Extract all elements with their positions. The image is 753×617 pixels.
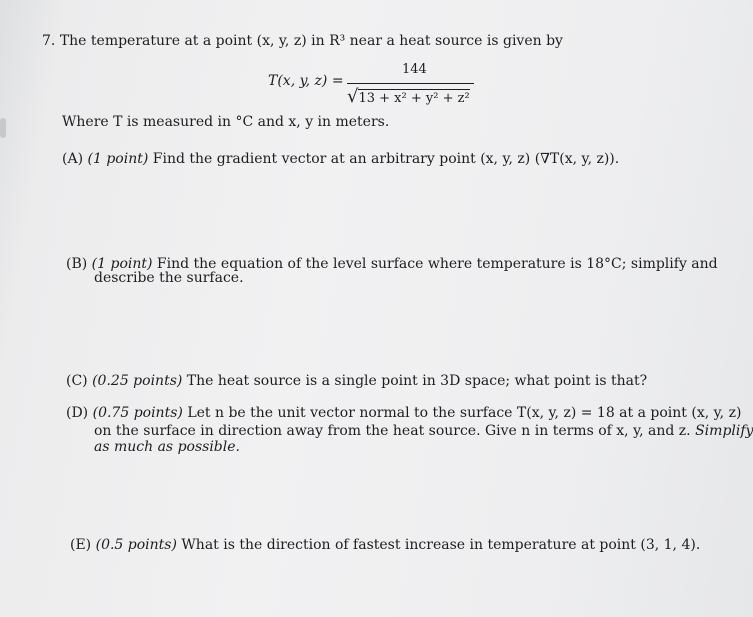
part-c xyxy=(66,373,647,389)
part-a-label: (A) xyxy=(62,151,84,167)
part-b-text-line1: Find the equation of the level surface where temperature is 18°C; simplify and xyxy=(156,256,718,272)
part-b-points: (1 point) xyxy=(91,256,153,272)
part-a-points: (1 point) xyxy=(87,151,149,167)
part-e-points: (0.5 points) xyxy=(95,537,177,553)
part-d-line3: as much as possible. xyxy=(94,439,240,455)
page-edge-shadow xyxy=(0,118,6,138)
problem-number: 7. xyxy=(42,33,56,49)
formula-denominator-expression: 13 + x² + y² + z² xyxy=(358,91,470,106)
part-d-text-line1: Let n be the unit vector normal to the surface T(x, y, z) = 18 at a point (x, y, z) xyxy=(187,405,742,421)
formula-denominator xyxy=(347,86,470,107)
part-d-label: (D) xyxy=(66,405,89,421)
part-a xyxy=(62,151,619,167)
formula-lhs: T(x, y, z) = xyxy=(268,73,344,89)
sqrt-symbol: √ xyxy=(347,86,359,107)
units-note: Where T is measured in °C and x, y in meters. xyxy=(62,114,390,130)
part-a-text: Find the gradient vector at an arbitrary point (x, y, z) (∇T(x, y, z)). xyxy=(152,151,620,167)
temperature-formula xyxy=(268,62,488,112)
part-c-points: (0.25 points) xyxy=(92,373,183,389)
problem-header xyxy=(42,33,563,49)
part-d-line2 xyxy=(94,423,753,439)
part-d-text-line2: on the surface in direction away from the heat source. Give n in terms of x, y, and z. xyxy=(94,423,691,439)
part-c-text: The heat source is a single point in 3D space; what point is that? xyxy=(186,373,648,389)
part-e-label: (E) xyxy=(70,537,92,553)
part-d xyxy=(66,405,741,421)
part-e xyxy=(70,537,700,553)
part-d-simplify: Simplify xyxy=(695,423,753,439)
part-e-text: What is the direction of fastest increase in temperature at point (3, 1, 4). xyxy=(181,537,701,553)
formula-numerator: 144 xyxy=(402,62,427,77)
part-c-label: (C) xyxy=(66,373,88,389)
part-b-label: (B) xyxy=(66,256,88,272)
part-b-continuation: describe the surface. xyxy=(94,270,244,286)
fraction-bar xyxy=(347,83,474,84)
problem-intro: The temperature at a point (x, y, z) in R³ near a heat source is given by xyxy=(59,33,563,49)
part-d-points: (0.75 points) xyxy=(92,405,183,421)
